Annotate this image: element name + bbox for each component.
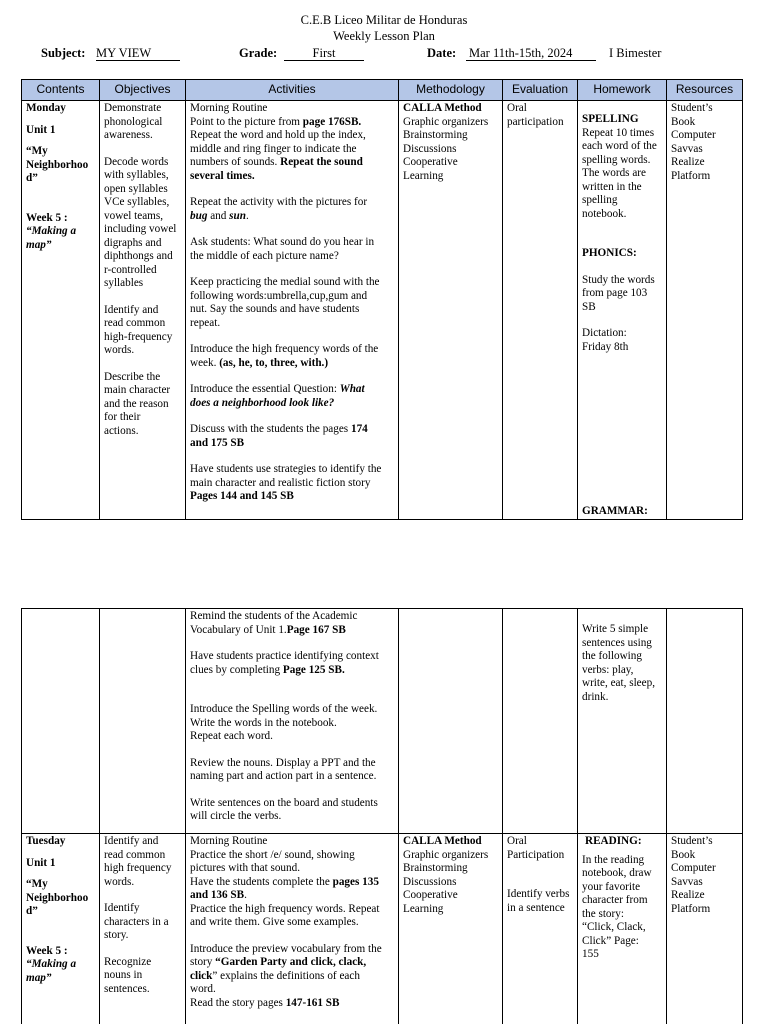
- methodology-cell: CALLA Method Graphic organizers Brainstorming Discussions Cooperative Learning: [399, 101, 503, 520]
- contents-cell: [22, 609, 100, 834]
- objectives-cell: Demonstrate phonological awareness. Decode words with syllables, open syllables VCe syllables, vowel teams, including vowel digraphs and diphthongs and r-controlled syllables Identify and read common high-frequency words. Describe the main character and the reason for their actions.: [100, 101, 186, 520]
- school-name: C.E.B Liceo Militar de Honduras: [300, 13, 468, 27]
- subject-label: Subject:: [41, 46, 86, 60]
- evaluation-cell: Oral Participation Identify verbs in a sentence: [503, 834, 578, 1024]
- col-contents: Contents: [22, 80, 100, 101]
- col-objectives: Objectives: [100, 80, 186, 101]
- activities-cell: Remind the students of the Academic Vocabulary of Unit 1.Page 167 SB Have students practice identifying context clues by completing Page 125 SB. Introduce the Spelling words of the week. Write the words in the notebook. Repeat each word. Review the nouns. Display a PPT and the naming part and action part in a sentence. Write sentences on the board and students will circle the verbs.: [186, 609, 399, 834]
- activities-cell: Morning Routine Practice the short /e/ sound, showing pictures with that sound. Have the students complete the pages 135 and 136 SB. Practice the high frequency words. Repeat and write them. Give some examples. Introduce the preview vocabulary from the story “Garden Party and click, clack, click” explains the definitions of each word. Read the story pages 147-161 SB: [186, 834, 399, 1024]
- evaluation-cell: Oral participation: [503, 101, 578, 520]
- subject-value: MY VIEW: [96, 47, 180, 61]
- objectives-cell: Identify and read common high frequency words. Identify characters in a story. Recognize nouns in sentences.: [100, 834, 186, 1024]
- table-header-row: [22, 80, 743, 101]
- plan-meta: [0, 47, 768, 63]
- term-label: I Bimester: [609, 46, 662, 60]
- col-evaluation: Evaluation: [503, 80, 578, 101]
- date-value: Mar 11th-15th, 2024: [466, 47, 596, 61]
- methodology-cell: [399, 609, 503, 834]
- col-methodology: Methodology: [399, 80, 503, 101]
- resources-cell: [667, 609, 743, 834]
- col-homework: Homework: [578, 80, 667, 101]
- lesson-table-continued: [21, 608, 743, 1024]
- date-label: Date:: [427, 46, 457, 60]
- lesson-table-monday: [21, 79, 743, 520]
- resources-cell: Student’s Book Computer Savvas Realize Platform: [667, 834, 743, 1024]
- grammar-heading: GRAMMAR:: [582, 504, 648, 517]
- grade-value: First: [284, 47, 364, 61]
- resources-cell: Student’s Book Computer Savvas Realize Platform: [667, 101, 743, 520]
- col-activities: Activities: [186, 80, 399, 101]
- homework-cell: SPELLING Repeat 10 times each word of the spelling words. The words are written in the spelling notebook. PHONICS: Study the words from page 103 SB Dictation: Friday 8th GRAMMAR:: [578, 101, 667, 520]
- grade-label: Grade:: [239, 46, 278, 60]
- contents-cell: Monday Unit 1 “My Neighborhoo d” Week 5 : “Making a map”: [22, 101, 100, 520]
- col-resources: Resources: [667, 80, 743, 101]
- table-row: [22, 834, 743, 1024]
- table-row: [22, 609, 743, 834]
- evaluation-cell: [503, 609, 578, 834]
- table-row: [22, 101, 743, 520]
- homework-cell: Write 5 simple sentences using the following verbs: play, write, eat, sleep, drink.: [578, 609, 667, 834]
- plan-title: Weekly Lesson Plan: [333, 29, 435, 43]
- methodology-cell: CALLA Method Graphic organizers Brainstorming Discussions Cooperative Learning: [399, 834, 503, 1024]
- objectives-cell: [100, 609, 186, 834]
- homework-cell: READING: In the reading notebook, draw your favorite character from the story: “Click, Clack, Click” Page: 155: [578, 834, 667, 1024]
- contents-cell: Tuesday Unit 1 “My Neighborhoo d” Week 5 : “Making a map”: [22, 834, 100, 1024]
- activities-cell: Morning Routine Point to the picture from page 176SB. Repeat the word and hold up the index, middle and ring finger to indicate the numbers of sounds. Repeat the sound several times. Repeat the activity with the pictures for bug and sun. Ask students: What sound do you hear in the middle of each picture name? Keep practicing the medial sound with the following words:umbrella,cup,gum and nut. Say the sounds and have students repeat. Introduce the high frequency words of the week. (as, he, to, three, with.) Introduce the essential Question: What does a neighborhood look like? Discuss with the students the pages 174 and 175 SB Have students use strategies to identify the main character and realistic fiction story Pages 144 and 145 SB: [186, 101, 399, 520]
